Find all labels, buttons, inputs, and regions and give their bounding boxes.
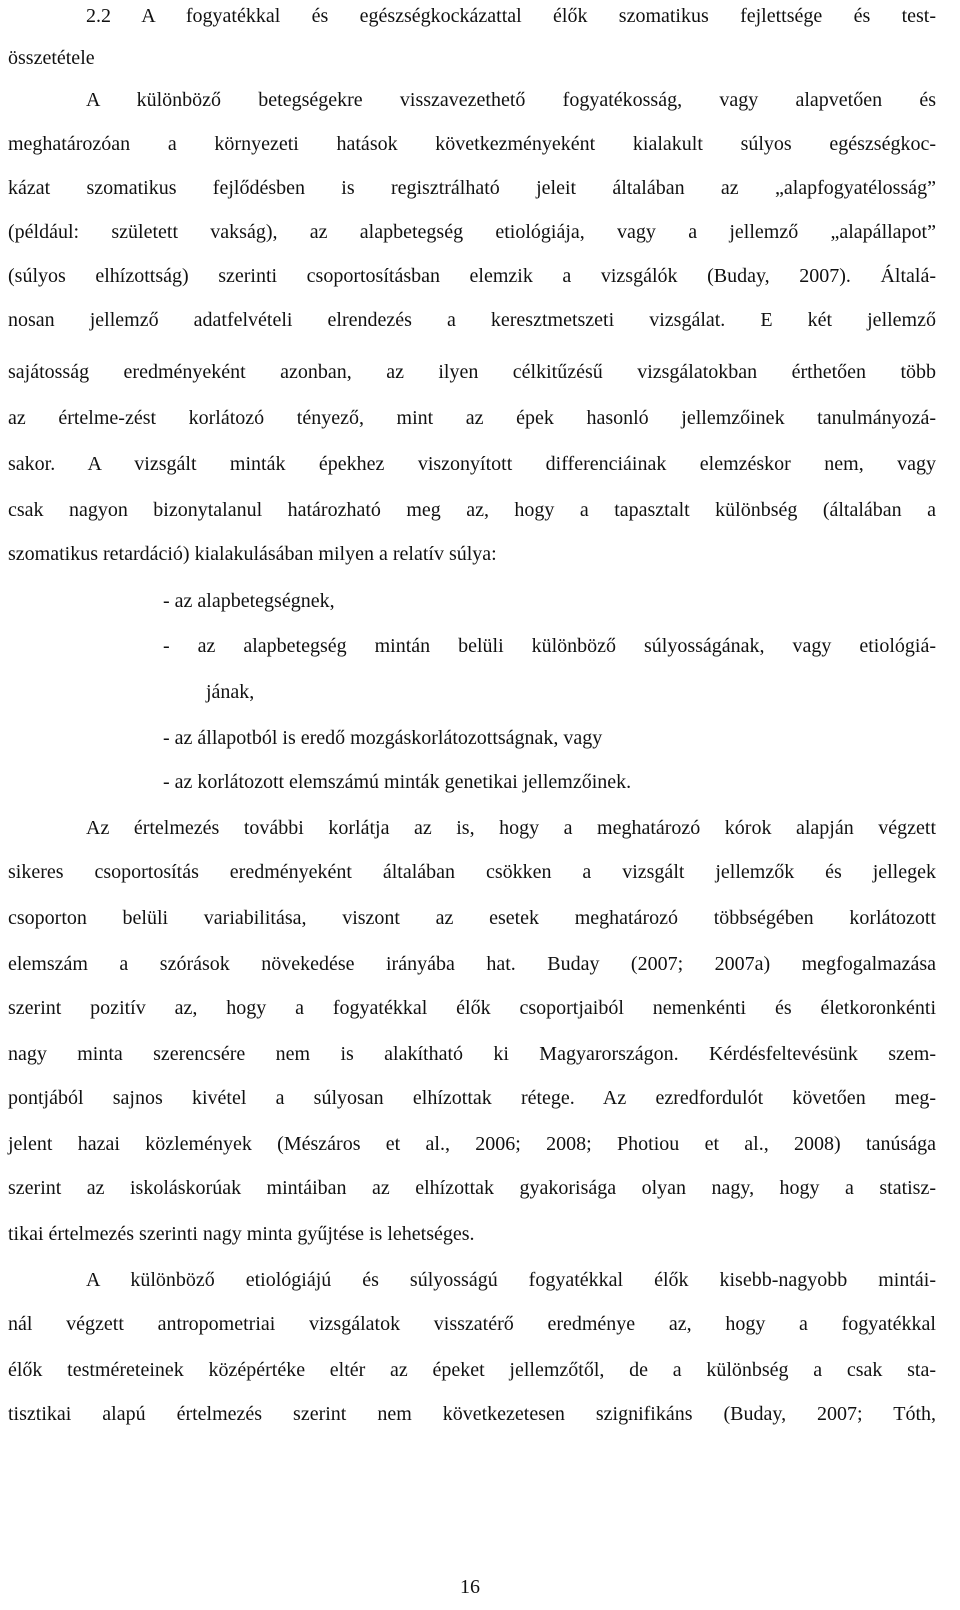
paragraph-1-line: (például: született vakság), az alapbetegség etiológiája, vagy a jellemző „alapállapot” [8, 221, 936, 243]
page-number: 16 [460, 1576, 480, 1598]
paragraph-3-line: tisztikai alapú értelmezés szerint nem következetesen szignifikáns (Buday, 2007; Tóth, [8, 1403, 936, 1425]
paragraph-2-line: szerint az iskoláskorúak mintáiban az elhízottak gyakorisága olyan nagy, hogy a statisz- [8, 1177, 936, 1199]
list-item-continuation: jának, [206, 681, 255, 703]
section-heading-line-1: 2.2 A fogyatékkal és egészségkockázattal élők szomatikus fejlettsége és test- [86, 5, 936, 27]
paragraph-1-line: szomatikus retardáció) kialakulásában milyen a relatív súlya: [8, 543, 497, 565]
paragraph-3-line: élők testméreteinek középértéke eltér az épeket jellemzőtől, de a különbség a csak sta- [8, 1359, 936, 1381]
paragraph-2-line: Az értelmezés további korlátja az is, hogy a meghatározó kórok alapján végzett [86, 817, 936, 839]
paragraph-1-line: A különböző betegségekre visszavezethető fogyatékosság, vagy alapvetően és [86, 89, 936, 111]
paragraph-1-line: sakor. A vizsgált minták épekhez viszonyított differenciáinak elemzéskor nem, vagy [8, 453, 936, 475]
list-item: - az alapbetegségnek, [163, 590, 335, 612]
paragraph-2-line: elemszám a szórások növekedése irányába hat. Buday (2007; 2007a) megfogalmazása [8, 953, 936, 975]
paragraph-2-line: jelent hazai közlemények (Mészáros et al., 2006; 2008; Photiou et al., 2008) tanúsága [8, 1133, 936, 1155]
paragraph-1-line: nosan jellemző adatfelvételi elrendezés a keresztmetszeti vizsgálat. E két jellemző [8, 309, 936, 331]
paragraph-2-line: tikai értelmezés szerinti nagy minta gyűjtése is lehetséges. [8, 1223, 475, 1245]
section-heading-line-2: összetétele [8, 47, 95, 69]
paragraph-2-line: sikeres csoportosítás eredményeként általában csökken a vizsgált jellemzők és jellegek [8, 861, 936, 883]
paragraph-2-line: nagy minta szerencsére nem is alakítható ki Magyarországon. Kérdésfeltevésünk szem- [8, 1043, 936, 1065]
document-page [8, 0, 936, 1610]
paragraph-3-line: A különböző etiológiájú és súlyosságú fogyatékkal élők kisebb-nagyobb mintái- [86, 1269, 936, 1291]
list-item: - az állapotból is eredő mozgáskorlátozottságnak, vagy [163, 727, 603, 749]
list-item: - az korlátozott elemszámú minták genetikai jellemzőinek. [163, 771, 632, 793]
paragraph-1-line: meghatározóan a környezeti hatások következményeként kialakult súlyos egészségkoc- [8, 133, 936, 155]
list-item: - az alapbetegség mintán belüli különböző súlyosságának, vagy etiológiá- [163, 635, 936, 657]
paragraph-1-line: (súlyos elhízottság) szerinti csoportosításban elemzik a vizsgálók (Buday, 2007). Általá- [8, 265, 936, 287]
paragraph-3-line: nál végzett antropometriai vizsgálatok visszatérő eredménye az, hogy a fogyatékkal [8, 1313, 936, 1335]
paragraph-1-line: az értelme-zést korlátozó tényező, mint az épek hasonló jellemzőinek tanulmányozá- [8, 407, 936, 429]
paragraph-1-line: csak nagyon bizonytalanul határozható meg az, hogy a tapasztalt különbség (általában a [8, 499, 936, 521]
paragraph-1-line: sajátosság eredményeként azonban, az ilyen célkitűzésű vizsgálatokban érthetően több [8, 361, 936, 383]
paragraph-2-line: pontjából sajnos kivétel a súlyosan elhízottak rétege. Az ezredfordulót követően meg- [8, 1087, 936, 1109]
paragraph-2-line: szerint pozitív az, hogy a fogyatékkal élők csoportjaiból nemenkénti és életkoronkénti [8, 997, 936, 1019]
paragraph-1-line: kázat szomatikus fejlődésben is regisztrálható jeleit általában az „alapfogyatélosság” [8, 177, 936, 199]
paragraph-2-line: csoporton belüli variabilitása, viszont az esetek meghatározó többségében korlátozott [8, 907, 936, 929]
